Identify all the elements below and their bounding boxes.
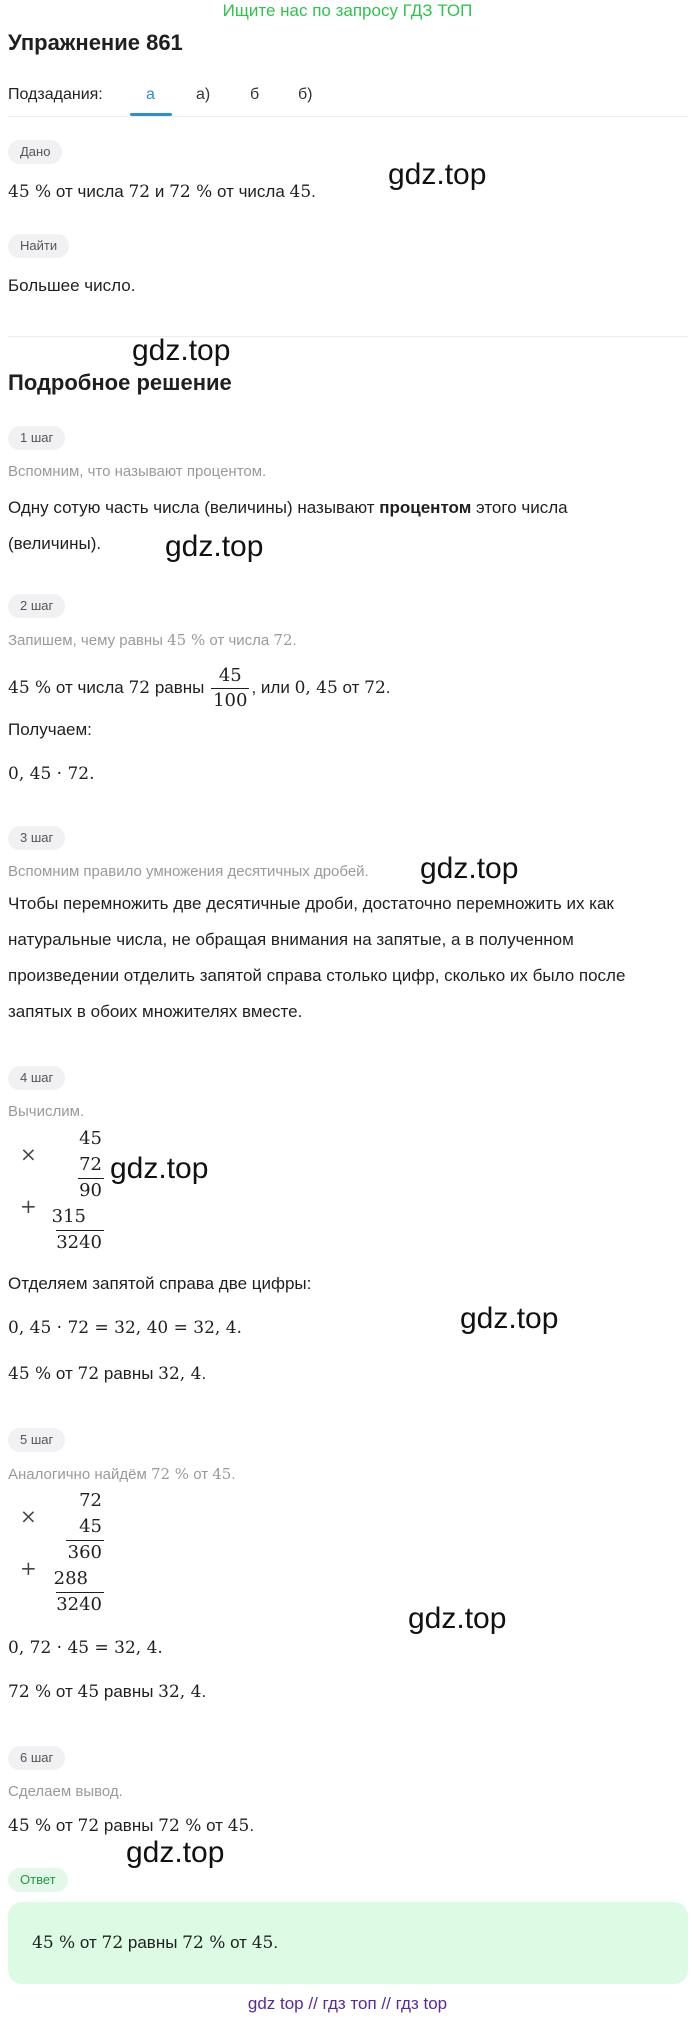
col-mult-factor1: 72 (79, 1490, 102, 1511)
col-mult-factor2: 72 (79, 1154, 102, 1175)
step2-line: 45 % от числа 72 равны $\frac{45}{100}$ , или 0, 45 от 72. (8, 665, 391, 712)
step4-hint: Вычислим. (8, 1103, 85, 1120)
step3-rule-line4: запятых в обоих множителях вместе. (8, 1002, 303, 1021)
step1-text-line1: Одну сотую часть числа (величины) называют процентом этого числа (8, 498, 568, 517)
step2-hint: Запишем, чему равны 45 % от числа 72. (8, 631, 297, 649)
tab-a-paren[interactable]: а) (196, 86, 211, 103)
fraction-45-100: $\frac{45}{100}$ (213, 665, 248, 712)
footer-link-gdz-top-mixed[interactable]: гдз top (395, 1994, 448, 2013)
footer-links (0, 1994, 695, 2014)
step3-rule-line2: натуральные числа, не обращая внимания на запятые, а в полученном (8, 930, 574, 949)
subtasks-label: Подзадания: (8, 86, 103, 103)
step2-expr: 0, 45 · 72. (8, 764, 95, 784)
find-badge: Найти (8, 234, 69, 258)
step5-result: 72 % от 45 равны 32, 4. (8, 1682, 207, 1702)
find-text: Большее число. (8, 276, 136, 295)
watermark: gdz.top (132, 334, 231, 367)
col-mult-factor1: 45 (79, 1128, 102, 1149)
step2-badge: 2 шаг (8, 594, 65, 618)
search-banner: Ищите нас по запросу ГДЗ ТОП (222, 1, 473, 20)
step1-badge: 1 шаг (8, 426, 65, 450)
step6-badge: 6 шаг (8, 1746, 65, 1770)
step1-text-line2: (величины). (8, 534, 102, 553)
footer-link-gdz-top[interactable]: gdz top (247, 1994, 304, 2013)
step1-hint: Вспомним, что называют процентом. (8, 463, 267, 480)
divider (8, 116, 688, 117)
watermark: gdz.top (126, 1836, 225, 1869)
tab-b[interactable]: б (250, 86, 260, 103)
col-mult-line (78, 1178, 104, 1179)
step4-result: 45 % от 72 равны 32, 4. (8, 1364, 207, 1384)
col-mult-line (56, 1230, 104, 1231)
step3-hint: Вспомним правило умножения десятичных дробей. (8, 863, 369, 880)
col-mult-partial1: 360 (67, 1542, 102, 1563)
step3-rule-line1: Чтобы перемножить две десятичные дроби, достаточно перемножить их как (8, 894, 614, 913)
watermark: gdz.top (110, 1152, 209, 1185)
footer-link-gdz-top-ru[interactable]: гдз топ (322, 1994, 377, 2013)
given-text: 45 % от числа 72 и 72 % от числа 45. (8, 182, 316, 202)
multiply-sign: × (20, 1142, 37, 1166)
step4-sep-text: Отделяем запятой справа две цифры: (8, 1274, 312, 1293)
plus-sign: + (20, 1556, 37, 1580)
multiply-sign: × (20, 1504, 37, 1528)
tab-b-paren[interactable]: б) (298, 86, 313, 103)
step2-get: Получаем: (8, 720, 92, 739)
tab-a[interactable]: а (146, 86, 155, 103)
col-mult-partial1: 90 (79, 1180, 102, 1201)
answer-text: 45 % от 72 равны 72 % от 45. (32, 1933, 279, 1953)
col-mult-partial2: 288 (53, 1568, 88, 1589)
watermark: gdz.top (165, 530, 264, 563)
plus-sign: + (20, 1194, 37, 1218)
answer-badge: Ответ (8, 1868, 68, 1892)
step4-expr: 0, 45 · 72 = 32, 40 = 32, 4. (8, 1318, 242, 1338)
footer-separator: // (381, 1994, 391, 2013)
col-mult-line (56, 1592, 104, 1593)
step3-badge: 3 шаг (8, 826, 65, 850)
divider (8, 336, 688, 337)
step6-hint: Сделаем вывод. (8, 1783, 123, 1800)
col-mult-factor2: 45 (79, 1516, 102, 1537)
step5-expr: 0, 72 · 45 = 32, 4. (8, 1638, 163, 1658)
solution-heading: Подробное решение (8, 370, 232, 395)
step5-badge: 5 шаг (8, 1428, 65, 1452)
col-mult-line (66, 1540, 104, 1541)
given-badge: Дано (8, 140, 62, 164)
watermark: gdz.top (460, 1302, 559, 1335)
col-mult-partial2: 315 (51, 1206, 86, 1227)
page-title: Упражнение 861 (8, 30, 183, 55)
watermark: gdz.top (420, 852, 519, 885)
step4-badge: 4 шаг (8, 1066, 65, 1090)
step6-conclusion: 45 % от 72 равны 72 % от 45. (8, 1816, 255, 1836)
col-mult-result: 3240 (56, 1594, 102, 1615)
watermark: gdz.top (388, 158, 487, 191)
footer-separator: // (308, 1994, 318, 2013)
step5-hint: Аналогично найдём 72 % от 45. (8, 1465, 236, 1483)
step3-rule-line3: произведении отделить запятой справа столько цифр, сколько их было после (8, 966, 626, 985)
watermark: gdz.top (408, 1602, 507, 1635)
col-mult-result: 3240 (56, 1232, 102, 1253)
